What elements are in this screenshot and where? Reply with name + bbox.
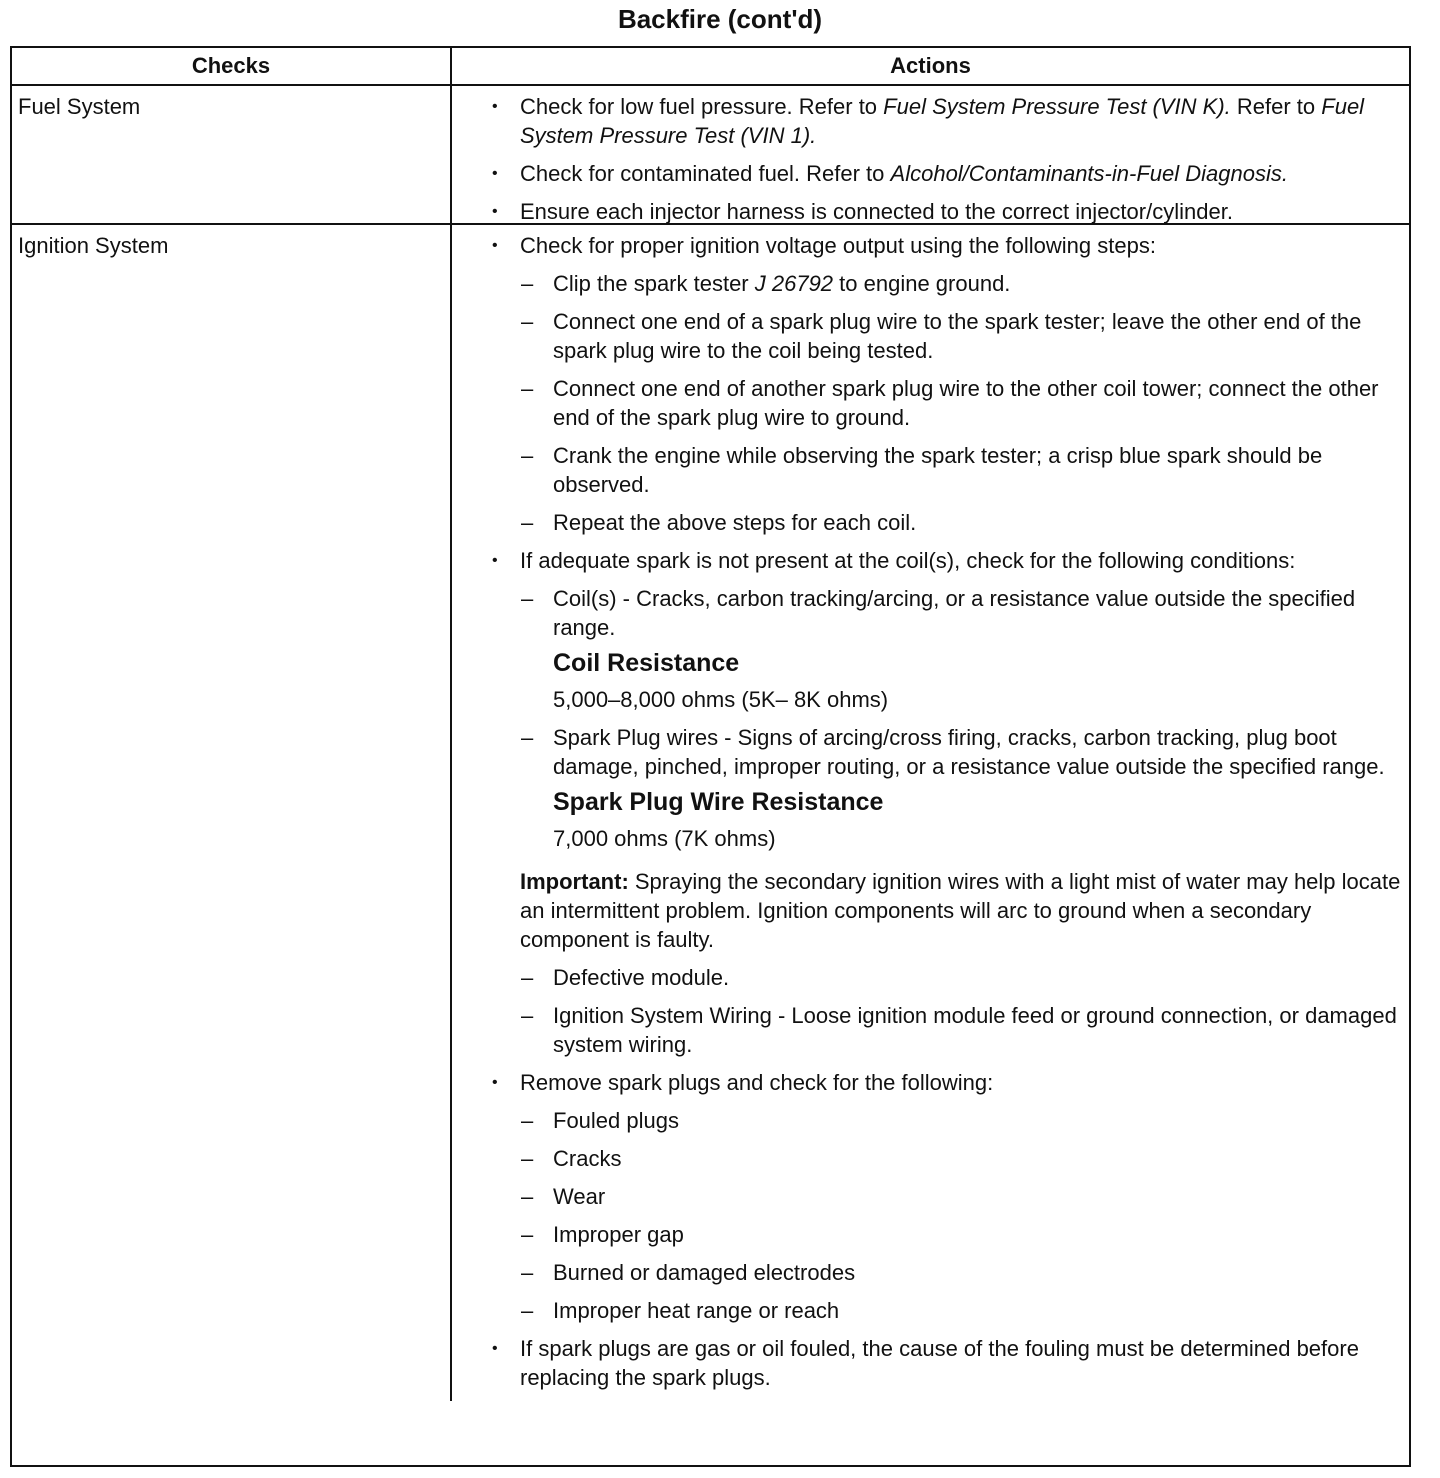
tool-number: J 26792 (754, 271, 834, 296)
dash-item: – Coil(s) - Cracks, carbon tracking/arcing, or a resistance value outside the specified range. (553, 584, 1403, 642)
reference-link: Fuel System Pressure Test (VIN 1). (520, 94, 1365, 148)
dash-item: – Connect one end of another spark plug wire to the other coil tower; connect the other end of the spark plug wire to ground. (553, 374, 1403, 432)
dash-item: – Defective module. (553, 963, 1403, 992)
dash-item: – Wear (553, 1182, 1403, 1211)
table-row-ignition-system (12, 224, 1409, 1401)
actions-fuel-system (451, 85, 1409, 224)
dash-item: – Fouled plugs (553, 1106, 1403, 1135)
bullet-item: • Ensure each injector harness is connected to the correct injector/cylinder. (520, 197, 1403, 226)
table-row-fuel-system (12, 85, 1409, 224)
page-title: Backfire (cont'd) (617, 4, 823, 34)
dash-text: to engine ground. (833, 271, 1011, 296)
bullet-item: • Check for proper ignition voltage output using the following steps: (520, 231, 1403, 260)
bullet-text: Check for contaminated fuel. Refer to (520, 161, 891, 186)
wire-resistance-title: Spark Plug Wire Resistance (553, 788, 884, 816)
dash-item: – Cracks (553, 1144, 1403, 1173)
bullet-item (520, 92, 1403, 150)
check-fuel-system: Fuel System (12, 85, 451, 224)
bullet-item: • If spark plugs are gas or oil fouled, the cause of the fouling must be determined before replacing the spark plugs. (520, 1334, 1403, 1392)
note-text: Spraying the secondary ignition wires with a light mist of water may help locate an intermittent problem. Ignition components will arc to ground when a secondary component is faulty. (520, 869, 1401, 952)
bullet-item: • Remove spark plugs and check for the following: (520, 1068, 1403, 1097)
check-ignition-system: Ignition System (12, 224, 451, 1401)
dash-item: – Burned or damaged electrodes (553, 1258, 1403, 1287)
bullet-item: • If adequate spark is not present at the coil(s), check for the following conditions: (520, 546, 1403, 575)
checks-actions-table (12, 48, 1409, 1401)
dash-item: – Improper gap (553, 1220, 1403, 1249)
dash-item: – Improper heat range or reach (553, 1296, 1403, 1325)
dash-item: – Crank the engine while observing the spark tester; a crisp blue spark should be observed. (553, 441, 1403, 499)
reference-link: Fuel System Pressure Test (VIN K). (883, 94, 1231, 119)
note-label: Important: (520, 869, 629, 894)
important-note (520, 867, 1403, 954)
dash-item: – Spark Plug wires - Signs of arcing/cross firing, cracks, carbon tracking, plug boot damage, pinched, improper routing, or a resistance value outside the specified range. (553, 723, 1403, 781)
dash-item: – Repeat the above steps for each coil. (553, 508, 1403, 537)
dash-text: Clip the spark tester (553, 271, 755, 296)
bullet-text: Refer to (1230, 94, 1322, 119)
coil-resistance-value: 5,000–8,000 ohms (5K– 8K ohms) (553, 687, 889, 712)
dash-item (553, 269, 1403, 298)
bullet-item (520, 159, 1403, 188)
dash-item: – Connect one end of a spark plug wire to the spark tester; leave the other end of the spark plug wire to the coil being tested. (553, 307, 1403, 365)
bullet-text: Check for low fuel pressure. Refer to (520, 94, 884, 119)
coil-resistance-title: Coil Resistance (553, 649, 740, 677)
reference-link: Alcohol/Contaminants-in-Fuel Diagnosis. (890, 161, 1288, 186)
dash-item: – Ignition System Wiring - Loose ignition module feed or ground connection, or damaged system wiring. (553, 1001, 1403, 1059)
actions-header: Actions (451, 48, 1409, 85)
actions-ignition-system (451, 224, 1409, 1401)
wire-resistance-value: 7,000 ohms (7K ohms) (553, 826, 776, 851)
header-row (12, 48, 1409, 85)
checks-header: Checks (12, 48, 451, 85)
backfire-table (10, 46, 1411, 1467)
